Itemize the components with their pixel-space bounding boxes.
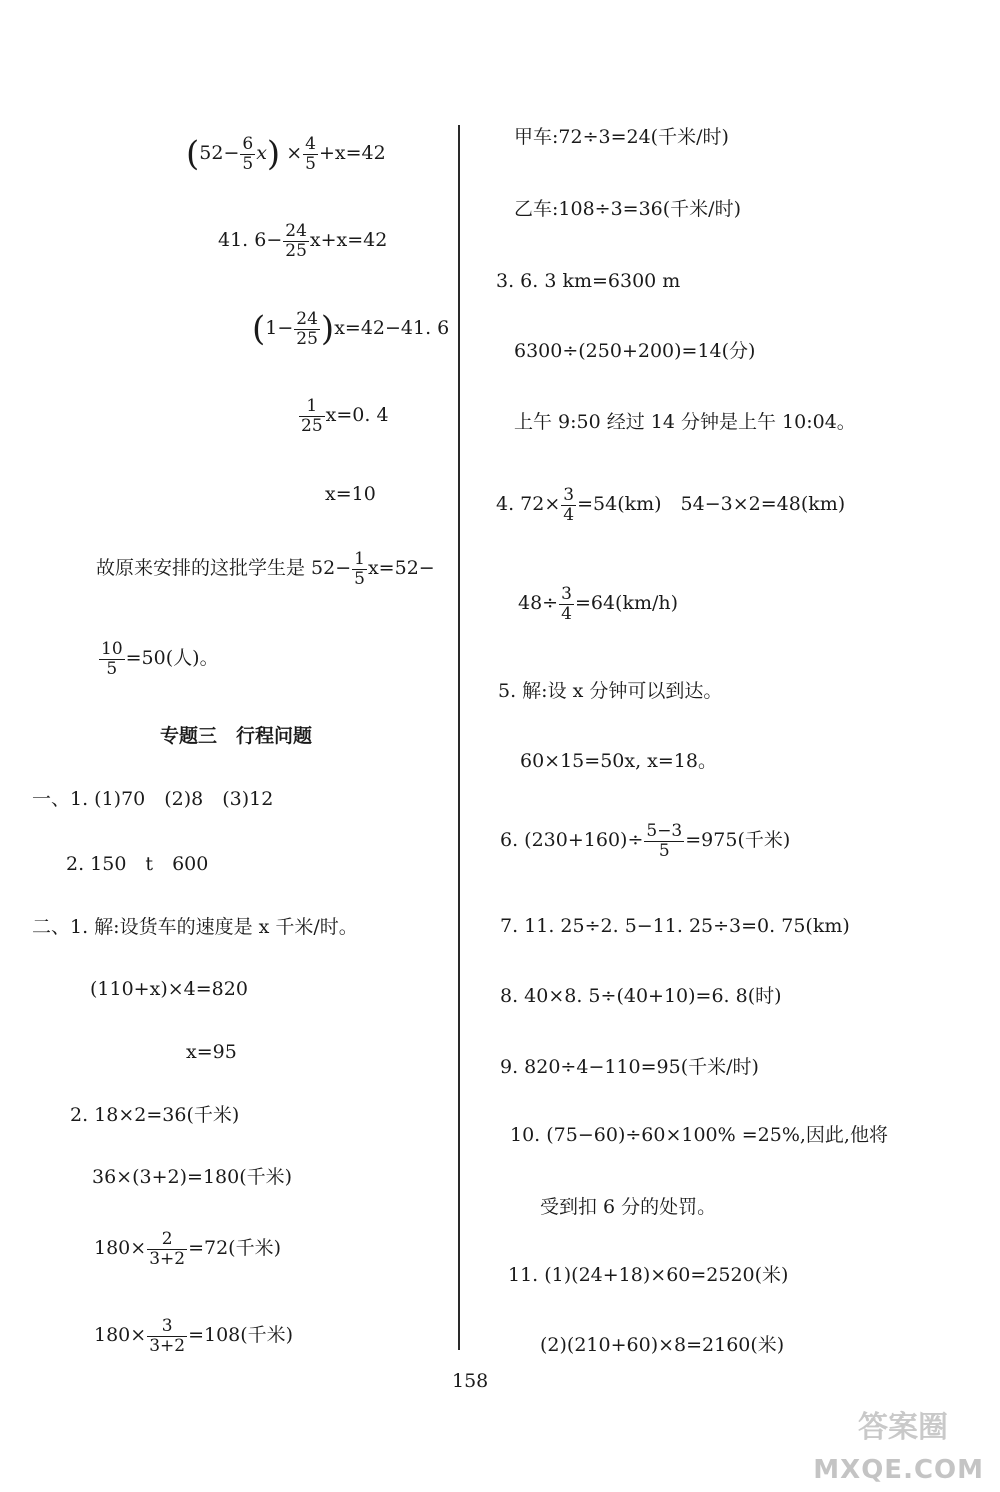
eq-line-1: (52− $\frac{6}{5}$ x) × $\frac{4}{5}$ +x=42 (186, 134, 386, 175)
answer-r17: (2)(210+60)×8=2160(米) (540, 1334, 785, 1356)
eq-line-4: $\frac{1}{25}$ x=0. 4 (301, 396, 389, 436)
section-heading: 专题三 行程问题 (160, 725, 313, 747)
answer-5: x=95 (186, 1041, 237, 1063)
answer-r4: 6300÷(250+200)=14(分) (514, 340, 756, 362)
answer-r3: 3. 6. 3 km=6300 m (496, 270, 681, 292)
answer-r9: 60×15=50x, x=18。 (520, 750, 717, 772)
eq-line-5: x=10 (325, 483, 376, 505)
watermark-url: MXQE.COM (813, 1455, 984, 1485)
answer-r8: 5. 解:设 x 分钟可以到达。 (498, 680, 723, 702)
watermark-logo: 答案圈 (858, 1410, 948, 1445)
conclusion-line: 故原来安排的这批学生是 52− $\frac{1}{5}$ x=52− (96, 549, 435, 589)
answer-7: 36×(3+2)=180(千米) (92, 1166, 293, 1188)
answer-r10: 6. (230+160)÷ $\frac{5-3}{5}$ =975(千米) (500, 821, 791, 861)
answer-8: 180× $\frac{2}{3+2}$ =72(千米) (94, 1229, 282, 1269)
answer-r6: 4. 72× $\frac{3}{4}$ =54(km) 54−3×2=48(km) (496, 485, 846, 525)
answer-r5: 上午 9:50 经过 14 分钟是上午 10:04。 (514, 411, 856, 433)
column-divider (458, 125, 460, 1350)
answer-r11: 7. 11. 25÷2. 5−11. 25÷3=0. 75(km) (500, 915, 850, 937)
eq-line-2: 41. 6− $\frac{24}{25}$ x+x=42 (218, 221, 388, 261)
answer-r15: 受到扣 6 分的处罚。 (540, 1196, 717, 1218)
page-number: 158 (452, 1370, 489, 1392)
answer-2: 2. 150 t 600 (66, 853, 209, 875)
answer-1: 一、1. (1)70 (2)8 (3)12 (32, 788, 274, 810)
conclusion-line-2: $\frac{10}{5}$ =50(人)。 (101, 639, 219, 679)
answer-r1: 甲车:72÷3=24(千米/时) (514, 126, 729, 148)
answer-6: 2. 18×2=36(千米) (70, 1104, 240, 1126)
answer-r13: 9. 820÷4−110=95(千米/时) (500, 1056, 759, 1078)
eq-line-3: (1− $\frac{24}{25}$ )x=42−41. 6 (252, 309, 450, 350)
answer-r2: 乙车:108÷3=36(千米/时) (514, 198, 741, 220)
answer-4: (110+x)×4=820 (90, 978, 248, 1000)
answer-3: 二、1. 解:设货车的速度是 x 千米/时。 (32, 916, 358, 938)
answer-9: 180× $\frac{3}{3+2}$ =108(千米) (94, 1316, 294, 1356)
answer-r16: 11. (1)(24+18)×60=2520(米) (508, 1264, 789, 1286)
answer-r12: 8. 40×8. 5÷(40+10)=6. 8(时) (500, 985, 782, 1007)
answer-r14: 10. (75−60)÷60×100% =25%,因此,他将 (510, 1124, 888, 1146)
answer-r7: 48÷ $\frac{3}{4}$ =64(km/h) (518, 584, 679, 624)
